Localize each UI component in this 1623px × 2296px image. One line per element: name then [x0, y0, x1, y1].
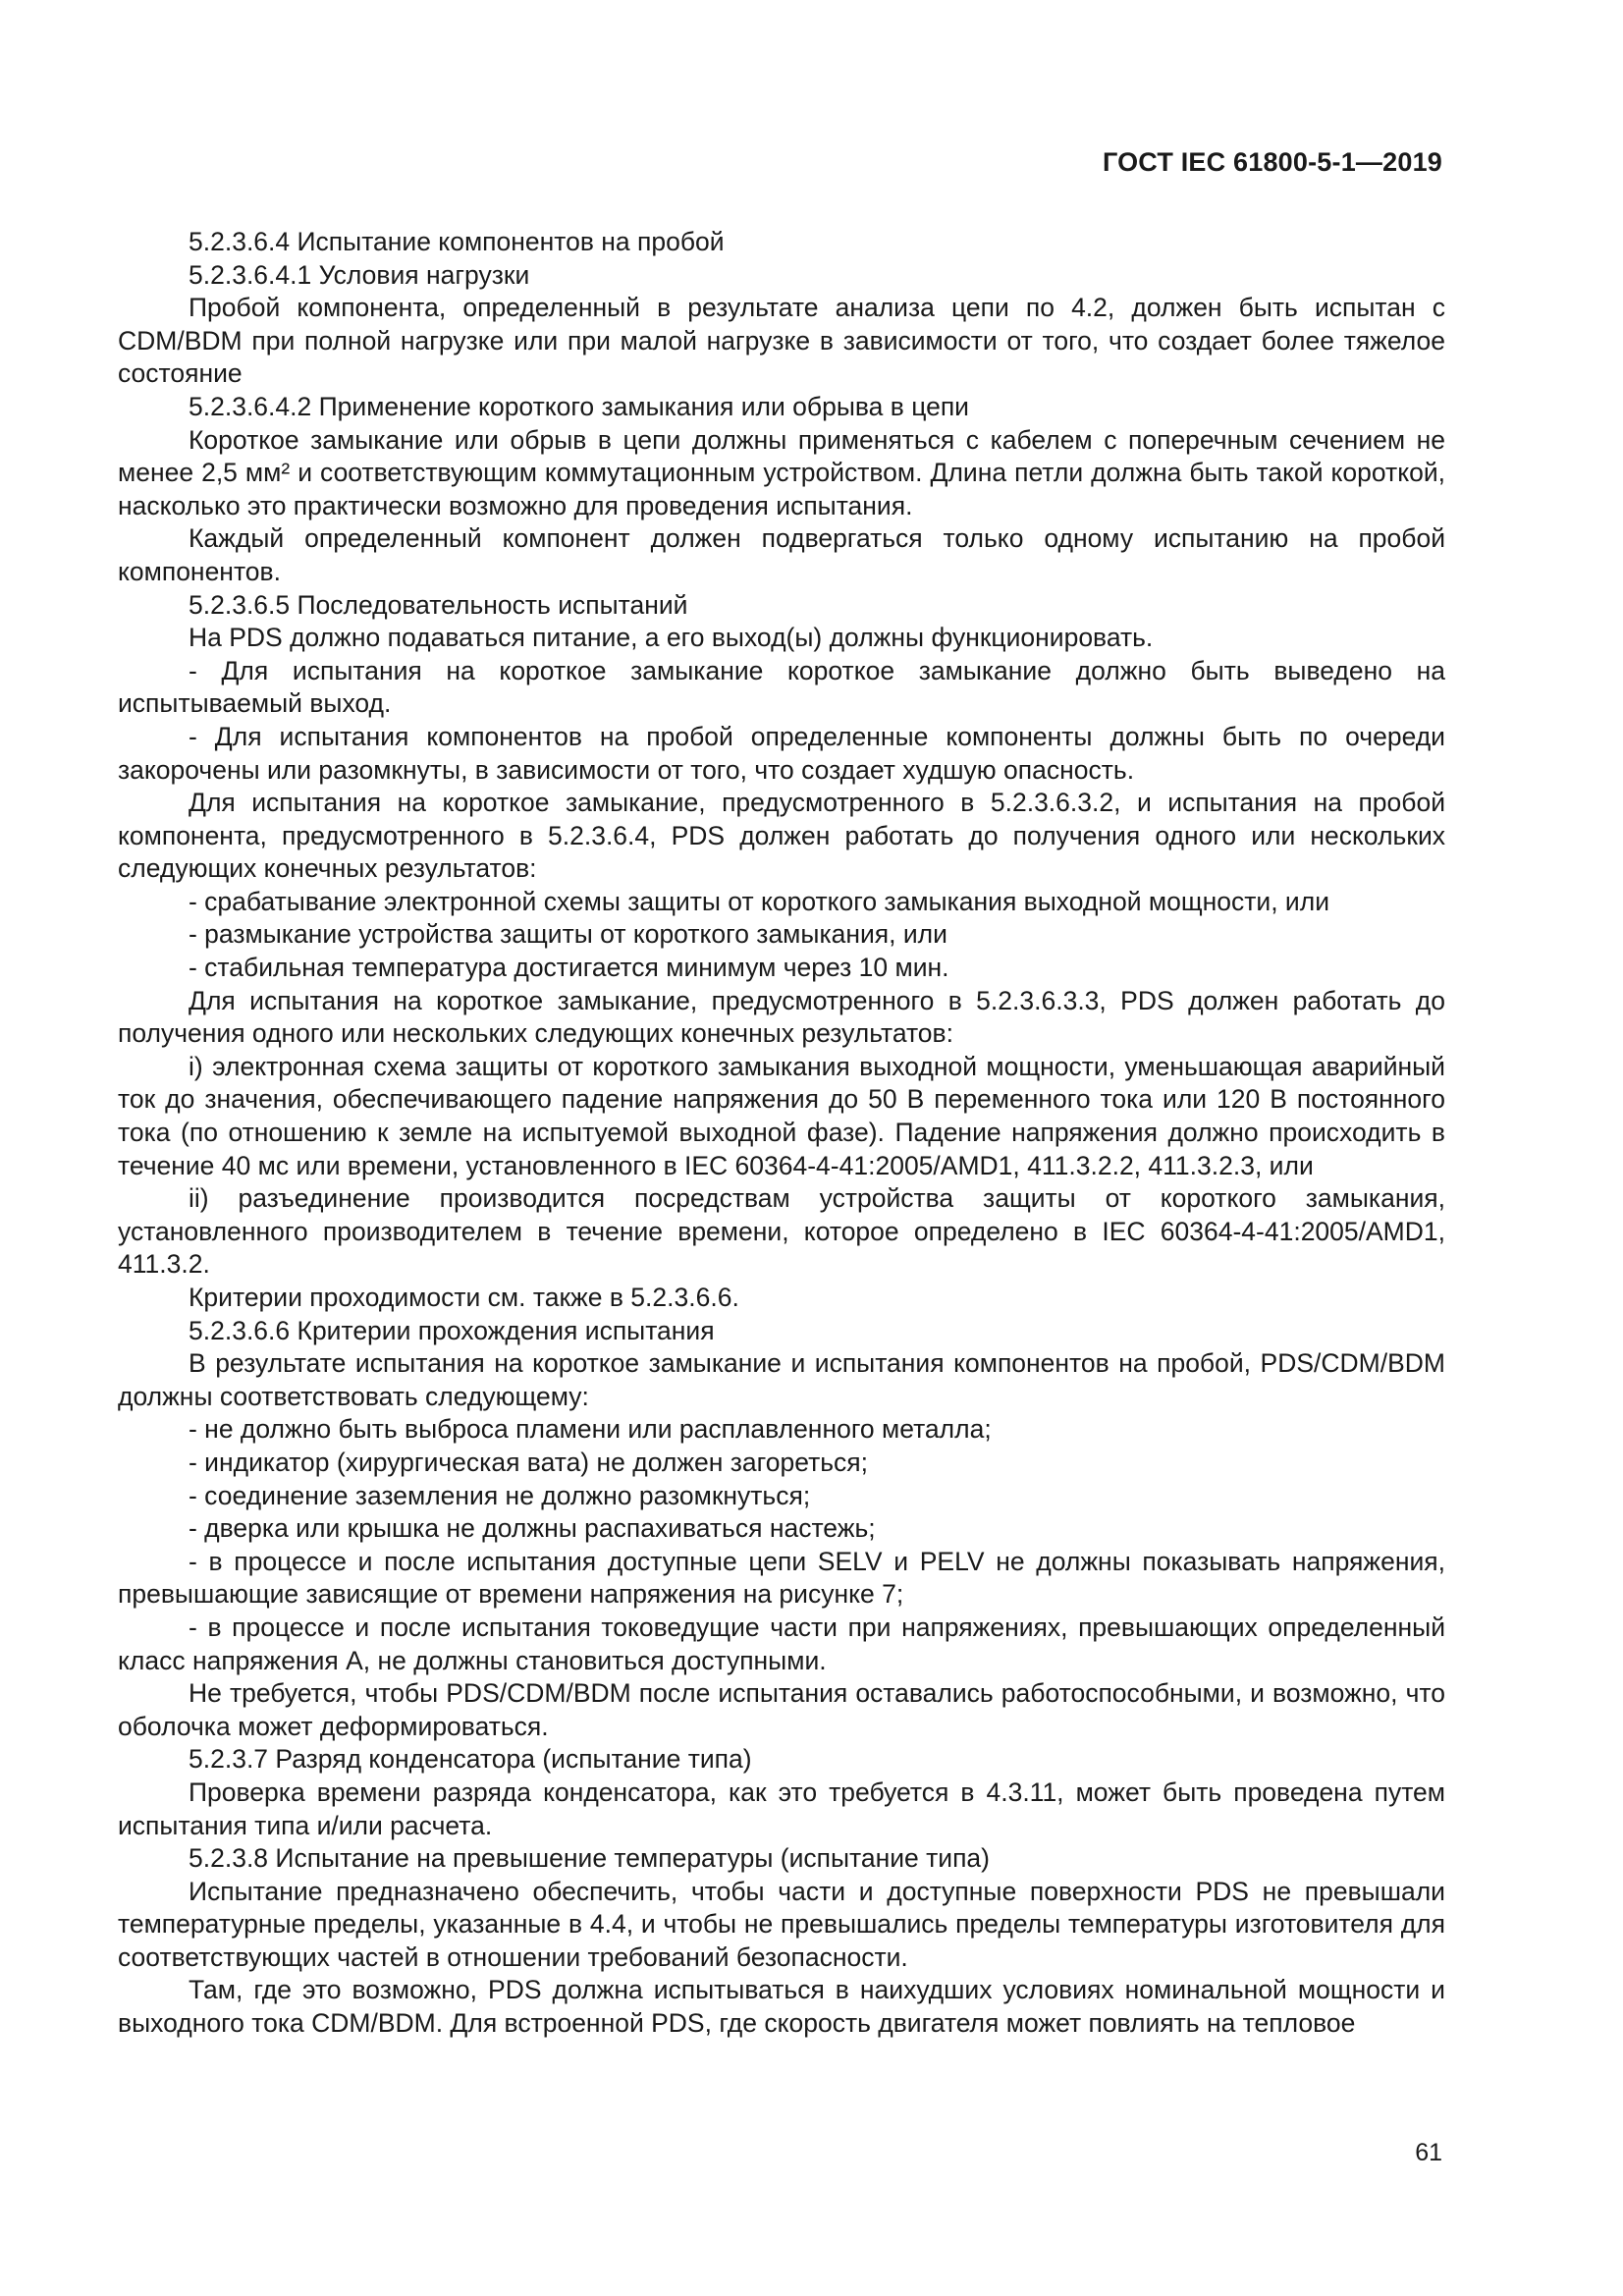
- paragraph: - срабатывание электронной схемы защиты от короткого замыкания выходной мощности, или: [189, 886, 1330, 916]
- paragraph: - в процессе и после испытания токоведущие части при напряжениях, превышающих определенный класс напряжения А, не должны становиться доступными.: [118, 1612, 1445, 1675]
- paragraph: Пробой компонента, определенный в результате анализа цепи по 4.2, должен быть испытан с CDM/BDM при полной нагрузке или при малой нагрузке в зависимости от того, что создает более тяжелое состояние: [118, 293, 1445, 389]
- paragraph: 5.2.3.6.4.1 Условия нагрузки: [189, 259, 530, 290]
- paragraph: - Для испытания на короткое замыкание короткое замыкание должно быть выведено на испытываемый выход.: [118, 655, 1445, 719]
- paragraph: i) электронная схема защиты от короткого замыкания выходной мощности, уменьшающая аварийный ток до значения, обеспечивающего падение напряжения до 50 В переменного тока или 120 В постоянного тока (по отношению к земле на испытуемой выходной фазе). Падение напряжения должно происходить в течение 40 мс или времени, установленного в IEC 60364-4-41:2005/AMD1, 411.3.2.2, 411.3.2.3, или: [118, 1051, 1445, 1180]
- paragraph: 5.2.3.6.4 Испытание компонентов на пробой: [189, 227, 725, 256]
- paragraph: Проверка времени разряда конденсатора, как это требуется в 4.3.11, может быть проведена путем испытания типа и/или расчета.: [118, 1777, 1445, 1840]
- paragraph: Для испытания на короткое замыкание, предусмотренного в 5.2.3.6.3.2, и испытания на пробой компонента, предусмотренного в 5.2.3.6.4, PDS должен работать до получения одного или нескольких следующих конечных результатов:: [118, 788, 1445, 884]
- page-number: 61: [1415, 2139, 1442, 2166]
- document-body: [118, 226, 1445, 2041]
- paragraph: Испытание предназначено обеспечить, чтобы части и доступные поверхности PDS не превышали температурные пределы, указанные в 4.4, и чтобы не превышались пределы температуры изготовителя для соответствующих частей в отношении требований безопасности.: [118, 1876, 1445, 1972]
- paragraph: В результате испытания на короткое замыкание и испытания компонентов на пробой, PDS/CDM/BDM должны соответствовать следующему:: [118, 1348, 1445, 1411]
- paragraph: Критерии проходимости см. также в 5.2.3.6.6.: [189, 1283, 739, 1312]
- paragraph: 5.2.3.6.6 Критерии прохождения испытания: [189, 1315, 715, 1345]
- paragraph: На PDS должно подаваться питание, а его выход(ы) должны функционировать.: [189, 623, 1154, 653]
- paragraph: - стабильная температура достигается минимум через 10 мин.: [189, 953, 949, 983]
- paragraph: - соединение заземления не должно разомкнуться;: [189, 1480, 811, 1510]
- document-header: ГОСТ IEC 61800-5-1—2019: [1102, 147, 1442, 177]
- paragraph: 5.2.3.8 Испытание на превышение температуры (испытание типа): [189, 1843, 990, 1874]
- paragraph: Там, где это возможно, PDS должна испытываться в наихудших условиях номинальной мощности и выходного тока CDM/BDM. Для встроенной PDS, где скорость двигателя может повлиять на тепловое: [118, 1975, 1445, 2039]
- paragraph: - в процессе и после испытания доступные цепи SELV и PELV не должны показывать напряжения, превышающие зависящие от времени напряжения на рисунке 7;: [118, 1546, 1445, 1610]
- paragraph: - Для испытания компонентов на пробой определенные компоненты должны быть по очереди закорочены или разомкнуты, в зависимости от того, что создает худшую опасность.: [118, 721, 1445, 785]
- paragraph: - дверка или крышка не должны распахиваться настежь;: [189, 1513, 876, 1544]
- paragraph: 5.2.3.7 Разряд конденсатора (испытание типа): [189, 1744, 752, 1775]
- paragraph: ii) разъединение производится посредствам устройства защиты от короткого замыкания, установленного производителем в течение времени, которое определено в IEC 60364-4-41:2005/AMD1, 411.3.2.: [118, 1183, 1445, 1280]
- paragraph: - размыкание устройства защиты от короткого замыкания, или: [189, 919, 947, 950]
- paragraph: 5.2.3.6.5 Последовательность испытаний: [189, 589, 688, 620]
- paragraph: 5.2.3.6.4.2 Применение короткого замыкания или обрыва в цепи: [189, 391, 969, 421]
- paragraph: Короткое замыкание или обрыв в цепи должны применяться с кабелем с поперечным сечением не менее 2,5 мм² и соответствующим коммутационным устройством. Длина петли должна быть такой короткой, насколько это практически возможно для проведения испытания.: [118, 424, 1445, 520]
- paragraph: - не должно быть выброса пламени или расплавленного металла;: [189, 1414, 992, 1445]
- paragraph: Для испытания на короткое замыкание, предусмотренного в 5.2.3.6.3.3, PDS должен работать до получения одного или нескольких следующих конечных результатов:: [118, 985, 1445, 1049]
- paragraph: Каждый определенный компонент должен подвергаться только одному испытанию на пробой компонентов.: [118, 523, 1445, 586]
- paragraph: Не требуется, чтобы PDS/CDM/BDM после испытания оставались работоспособными, и возможно, что оболочка может деформироваться.: [118, 1678, 1445, 1741]
- paragraph: - индикатор (хирургическая вата) не должен загореться;: [189, 1447, 868, 1477]
